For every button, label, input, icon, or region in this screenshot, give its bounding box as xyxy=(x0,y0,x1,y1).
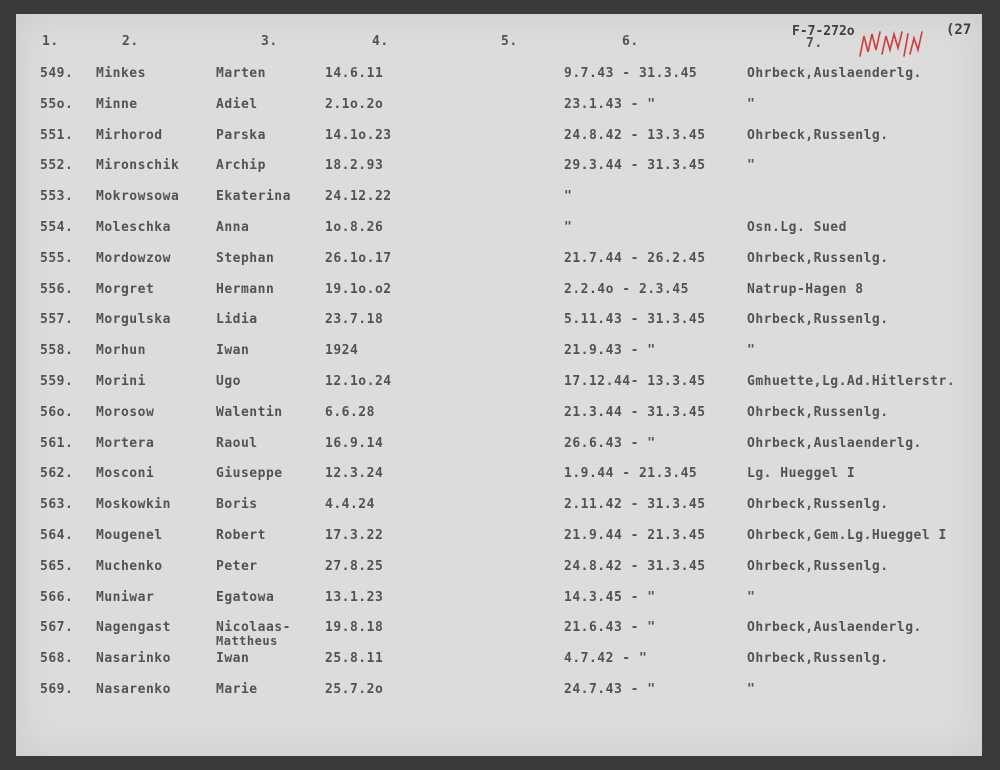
surname: Nasarenko xyxy=(96,682,171,697)
given-name: Stephan xyxy=(216,250,275,266)
column-header-4: 4. xyxy=(372,34,389,49)
table-row xyxy=(16,189,982,211)
given-name: Iwan xyxy=(216,651,250,667)
camp-location: Gmhuette,Lg.Ad.Hitlerstr. xyxy=(747,374,956,389)
birth-date: 24.12.22 xyxy=(325,189,392,205)
surname: Moleschka xyxy=(96,220,171,235)
entry-number: 554. xyxy=(40,220,74,235)
birth-date: 14.6.11 xyxy=(325,66,384,81)
stay-dates: 1.9.44 - 21.3.45 xyxy=(564,466,698,482)
birth-date: 27.8.25 xyxy=(325,558,384,574)
entry-number: 559. xyxy=(40,374,74,389)
table-row xyxy=(16,651,982,673)
entry-number: 569. xyxy=(40,682,74,697)
entry-number: 556. xyxy=(40,281,74,297)
camp-location: Natrup-Hagen 8 xyxy=(747,281,864,297)
birth-date: 18.2.93 xyxy=(325,158,384,174)
birth-date: 6.6.28 xyxy=(325,404,375,420)
table-row xyxy=(16,251,982,273)
stay-dates: " xyxy=(564,220,573,235)
stay-dates: 24.7.43 - " xyxy=(564,682,656,697)
table-row xyxy=(16,497,982,519)
document-reference: F-7-272o xyxy=(792,24,855,39)
given-name: Raoul xyxy=(216,435,258,451)
table-row xyxy=(16,128,982,150)
entry-number: 56o. xyxy=(40,404,74,420)
table-row xyxy=(16,466,982,488)
birth-date: 12.3.24 xyxy=(325,466,384,482)
stay-dates: 24.8.42 - 31.3.45 xyxy=(564,558,706,574)
column-header-2: 2. xyxy=(122,34,139,49)
camp-location: " xyxy=(747,343,756,359)
birth-date: 19.8.18 xyxy=(325,620,384,636)
column-header-7: 7. xyxy=(806,36,823,51)
entry-number: 55o. xyxy=(40,96,74,112)
given-name: Hermann xyxy=(216,281,275,297)
column-header-5: 5. xyxy=(501,34,518,49)
given-name: Adiel xyxy=(216,96,258,112)
camp-location: " xyxy=(747,589,756,605)
surname: Mortera xyxy=(96,435,155,451)
column-header-6: 6. xyxy=(622,34,639,49)
camp-location: Ohrbeck,Russenlg. xyxy=(747,558,889,574)
birth-date: 23.7.18 xyxy=(325,312,384,328)
given-name: Peter xyxy=(216,558,258,574)
camp-location: Ohrbeck,Auslaenderlg. xyxy=(747,435,922,451)
surname: Mokrowsowa xyxy=(96,189,180,205)
stay-dates: 24.8.42 - 13.3.45 xyxy=(564,127,706,143)
table-row xyxy=(16,312,982,334)
table-row xyxy=(16,620,982,649)
given-name: Marie xyxy=(216,682,258,697)
surname: Mirhorod xyxy=(96,127,163,143)
surname: Muchenko xyxy=(96,558,163,574)
table-row xyxy=(16,682,982,704)
given-name: Anna xyxy=(216,220,250,235)
given-name: Walentin xyxy=(216,404,283,420)
entry-number: 553. xyxy=(40,189,74,205)
stay-dates: 21.7.44 - 26.2.45 xyxy=(564,250,706,266)
given-name: Nicolaas- xyxy=(216,620,291,636)
page-number: (27 xyxy=(946,22,972,38)
camp-location: " xyxy=(747,96,756,112)
stay-dates: 21.9.43 - " xyxy=(564,343,656,359)
camp-location: Ohrbeck,Russenlg. xyxy=(747,651,889,667)
given-name: Robert xyxy=(216,528,266,543)
surname: Mougenel xyxy=(96,528,163,543)
table-row xyxy=(16,590,982,612)
given-name: Egatowa xyxy=(216,589,275,605)
surname: Muniwar xyxy=(96,589,155,605)
camp-location: Ohrbeck,Russenlg. xyxy=(747,250,889,266)
given-name: Lidia xyxy=(216,312,258,328)
entry-number: 568. xyxy=(40,651,74,667)
birth-date: 25.7.2o xyxy=(325,682,384,697)
camp-location: Ohrbeck,Russenlg. xyxy=(747,312,889,328)
camp-location: Ohrbeck,Auslaenderlg. xyxy=(747,620,922,636)
document-sheet xyxy=(16,14,982,756)
birth-date: 4.4.24 xyxy=(325,497,375,513)
stay-dates: 17.12.44- 13.3.45 xyxy=(564,374,706,389)
given-name: Boris xyxy=(216,497,258,513)
surname: Mordowzow xyxy=(96,250,171,266)
stay-dates: 23.1.43 - " xyxy=(564,96,656,112)
camp-location: Ohrbeck,Gem.Lg.Hueggel I xyxy=(747,528,947,543)
entry-number: 566. xyxy=(40,589,74,605)
camp-location: Ohrbeck,Auslaenderlg. xyxy=(747,66,922,81)
surname: Minne xyxy=(96,96,138,112)
stay-dates: 14.3.45 - " xyxy=(564,589,656,605)
birth-date: 2.1o.2o xyxy=(325,96,384,112)
birth-date: 25.8.11 xyxy=(325,651,384,667)
given-name: Ugo xyxy=(216,374,241,389)
entry-number: 557. xyxy=(40,312,74,328)
given-name: Iwan xyxy=(216,343,250,359)
stay-dates: 26.6.43 - " xyxy=(564,435,656,451)
stay-dates: 4.7.42 - " xyxy=(564,651,648,667)
surname: Nagengast xyxy=(96,620,171,636)
birth-date: 13.1.23 xyxy=(325,589,384,605)
camp-location: " xyxy=(747,158,756,174)
given-name-continuation: Mattheus xyxy=(216,634,278,649)
camp-location: Ohrbeck,Russenlg. xyxy=(747,404,889,420)
entry-number: 565. xyxy=(40,558,74,574)
entry-number: 561. xyxy=(40,435,74,451)
surname: Moskowkin xyxy=(96,497,171,513)
birth-date: 1924 xyxy=(325,343,359,359)
camp-location: Lg. Hueggel I xyxy=(747,466,856,482)
camp-location: Ohrbeck,Russenlg. xyxy=(747,497,889,513)
column-header-1: 1. xyxy=(42,34,59,49)
surname: Morgret xyxy=(96,281,155,297)
table-row xyxy=(16,436,982,458)
surname: Mironschik xyxy=(96,158,180,174)
given-name: Archip xyxy=(216,158,266,174)
birth-date: 19.1o.o2 xyxy=(325,281,392,297)
entry-number: 549. xyxy=(40,66,74,81)
table-row xyxy=(16,220,982,242)
birth-date: 17.3.22 xyxy=(325,528,384,543)
stay-dates: " xyxy=(564,189,573,205)
surname: Mosconi xyxy=(96,466,155,482)
entry-number: 562. xyxy=(40,466,74,482)
stay-dates: 21.6.43 - " xyxy=(564,620,656,636)
entry-number: 552. xyxy=(40,158,74,174)
given-name: Parska xyxy=(216,127,266,143)
table-row xyxy=(16,282,982,304)
birth-date: 16.9.14 xyxy=(325,435,384,451)
surname: Morosow xyxy=(96,404,155,420)
entry-number: 558. xyxy=(40,343,74,359)
surname: Morini xyxy=(96,374,146,389)
stay-dates: 29.3.44 - 31.3.45 xyxy=(564,158,706,174)
entry-number: 564. xyxy=(40,528,74,543)
stay-dates: 2.11.42 - 31.3.45 xyxy=(564,497,706,513)
given-name: Marten xyxy=(216,66,266,81)
table-row xyxy=(16,343,982,365)
birth-date: 14.1o.23 xyxy=(325,127,392,143)
red-handwritten-stamp xyxy=(858,28,924,60)
table-row xyxy=(16,158,982,180)
stay-dates: 5.11.43 - 31.3.45 xyxy=(564,312,706,328)
surname: Morgulska xyxy=(96,312,171,328)
stay-dates: 9.7.43 - 31.3.45 xyxy=(564,66,698,81)
table-row xyxy=(16,405,982,427)
entry-number: 567. xyxy=(40,620,74,636)
birth-date: 26.1o.17 xyxy=(325,250,392,266)
stay-dates: 2.2.4o - 2.3.45 xyxy=(564,281,689,297)
birth-date: 1o.8.26 xyxy=(325,220,384,235)
table-row xyxy=(16,97,982,119)
given-name: Ekaterina xyxy=(216,189,291,205)
table-row xyxy=(16,66,982,88)
camp-location: " xyxy=(747,682,756,697)
column-header-3: 3. xyxy=(261,34,278,49)
birth-date: 12.1o.24 xyxy=(325,374,392,389)
table-row xyxy=(16,559,982,581)
entry-number: 551. xyxy=(40,127,74,143)
camp-location: Ohrbeck,Russenlg. xyxy=(747,127,889,143)
given-name: Giuseppe xyxy=(216,466,283,482)
surname: Morhun xyxy=(96,343,146,359)
table-row xyxy=(16,374,982,396)
table-row xyxy=(16,528,982,550)
camp-location: Osn.Lg. Sued xyxy=(747,220,847,235)
stay-dates: 21.3.44 - 31.3.45 xyxy=(564,404,706,420)
entry-number: 563. xyxy=(40,497,74,513)
entry-number: 555. xyxy=(40,250,74,266)
surname: Nasarinko xyxy=(96,651,171,667)
stay-dates: 21.9.44 - 21.3.45 xyxy=(564,528,706,543)
surname: Minkes xyxy=(96,66,146,81)
